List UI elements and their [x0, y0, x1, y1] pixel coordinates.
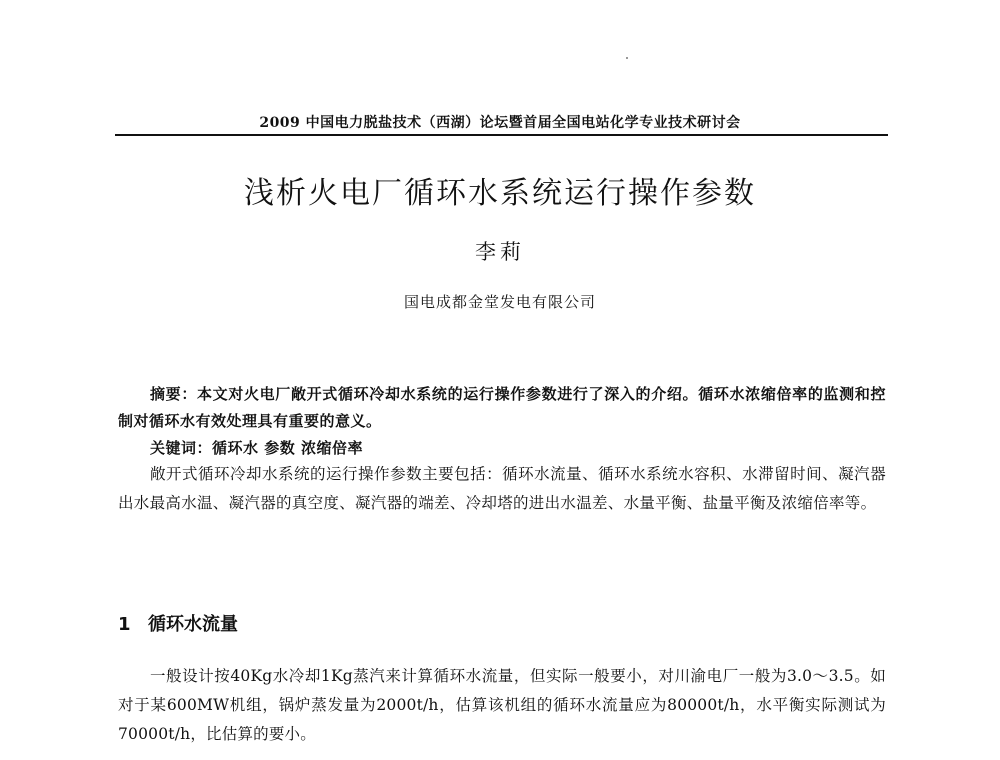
scan-speck	[626, 57, 628, 59]
intro-paragraph: 敞开式循环冷却水系统的运行操作参数主要包括：循环水流量、循环水系统水容积、水滞留时间、凝汽器出水最高水温、凝汽器的真空度、凝汽器的端差、冷却塔的进出水温差、水量平衡、盐量平衡及浓缩倍率等。	[118, 465, 886, 512]
paper-title: 浅析火电厂循环水系统运行操作参数	[244, 176, 756, 211]
section-heading	[118, 610, 238, 636]
keywords-label: 关键词：	[150, 439, 213, 457]
section-number: 1	[118, 614, 131, 635]
header-rule	[115, 134, 888, 136]
conference-header: 2009 中国电力脱盐技术（西湖）论坛暨首届全国电站化学专业技术研讨会	[259, 115, 741, 131]
abstract-paragraph: 摘要：本文对火电厂敞开式循环冷却水系统的运行操作参数进行了深入的介绍。循环水浓缩倍率的监测和控制对循环水有效处理具有重要的意义。	[118, 385, 886, 430]
keywords-value: 循环水 参数 浓缩倍率	[212, 439, 363, 457]
section-title: 循环水流量	[148, 614, 238, 635]
section-body-paragraph: 一般设计按40Kg水冷却1Kg蒸汽来计算循环水流量，但实际一般要小，对川渝电厂一般为3.0～3.5。如对于某600MW机组，锅炉蒸发量为2000t/h，估算该机组的循环水流量应为80000t/h，水平衡实际测试为70000t/h，比估算的要小。	[118, 667, 886, 743]
author-affiliation: 国电成都金堂发电有限公司	[403, 293, 596, 311]
keywords-line	[150, 435, 886, 462]
author-name: 李莉	[475, 240, 525, 264]
